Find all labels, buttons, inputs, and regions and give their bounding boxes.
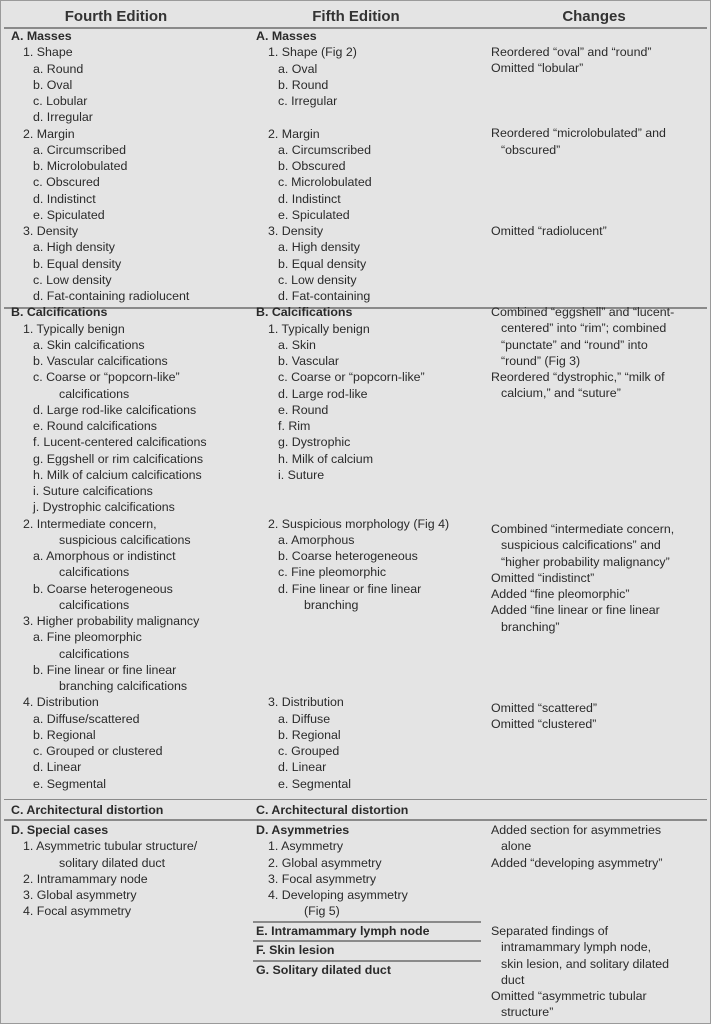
section-heading: G. Solitary dilated duct xyxy=(256,963,391,977)
list-item: b. Microlobulated xyxy=(33,159,128,173)
section-heading: D. Special cases xyxy=(11,823,109,837)
list-item: 1. Shape (Fig 2) xyxy=(268,45,357,60)
change-note: alone xyxy=(501,839,532,854)
change-note: suspicious calcifications” and xyxy=(501,538,661,553)
list-item: 2. Margin xyxy=(268,126,320,141)
list-item: e. Segmental xyxy=(33,776,107,791)
section-heading: D. Asymmetries xyxy=(256,823,350,837)
list-item: b. Fine linear or fine linear xyxy=(33,662,177,677)
list-item: b. Vascular calcifications xyxy=(33,354,168,368)
divider-calcifications xyxy=(4,799,707,800)
column-fifth-asymmetries xyxy=(256,822,408,920)
list-item: c. Irregular xyxy=(278,94,338,108)
section-heading: B. Calcifications xyxy=(256,305,353,320)
list-item: c. Lobular xyxy=(33,94,88,108)
list-item: b. Vascular xyxy=(278,354,340,368)
spacer xyxy=(491,109,674,125)
list-item: b. Coarse heterogeneous xyxy=(278,549,418,563)
spacer xyxy=(256,662,449,678)
spacer xyxy=(491,272,674,288)
change-note: Omitted “scattered” xyxy=(491,701,598,715)
change-note: calcium,” and “suture” xyxy=(501,386,621,401)
list-item: calcifications xyxy=(59,386,130,401)
change-note: “higher probability malignancy” xyxy=(501,554,670,569)
list-item: f. Lucent-centered calcifications xyxy=(33,435,207,450)
list-item: b. Obscured xyxy=(278,159,346,173)
change-note: Combined “eggshell” and “lucent- xyxy=(491,305,675,319)
spacer xyxy=(491,93,674,109)
spacer xyxy=(491,77,674,93)
list-item: c. Low density xyxy=(278,272,357,287)
list-item: 3. Focal asymmetry xyxy=(268,871,377,886)
list-item: e. Segmental xyxy=(278,776,352,791)
change-note: centered” into “rim”; combined xyxy=(501,321,667,336)
list-item: d. Indistinct xyxy=(33,191,96,206)
change-note: Added “developing asymmetry” xyxy=(491,855,663,870)
spacer xyxy=(256,613,449,629)
list-item: d. Fat-containing radiolucent xyxy=(33,289,190,303)
divider-fifth-e xyxy=(253,921,481,923)
spacer xyxy=(256,629,449,645)
list-item: d. Linear xyxy=(278,760,327,775)
list-item: c. Grouped xyxy=(278,744,340,758)
divider-fifth-f xyxy=(253,940,481,942)
list-item: 1. Asymmetric tubular structure/ xyxy=(23,839,198,854)
list-item: c. Fine pleomorphic xyxy=(278,565,387,580)
list-item: a. High density xyxy=(33,240,115,255)
header-fifth-edition: Fifth Edition xyxy=(312,8,400,25)
section-heading: A. Masses xyxy=(11,29,72,43)
list-item: 3. Distribution xyxy=(268,695,344,710)
list-item: d. Fat-containing xyxy=(278,289,371,303)
list-item: c. Coarse or “popcorn-like” xyxy=(278,370,425,385)
list-item: calcifications xyxy=(59,597,130,612)
change-note: intramammary lymph node, xyxy=(501,940,652,955)
list-item: calcifications xyxy=(59,565,130,580)
list-item: a. Diffuse/scattered xyxy=(33,711,140,726)
list-item: d. Linear xyxy=(33,760,82,775)
change-note: Added “fine linear or fine linear xyxy=(491,603,660,618)
list-item: 1. Typically benign xyxy=(23,321,125,336)
section-heading: C. Architectural distortion xyxy=(256,803,409,817)
list-item: a. Skin calcifications xyxy=(33,337,145,352)
section-heading: C. Architectural distortion xyxy=(11,803,164,817)
divider-fifth-g xyxy=(253,960,481,962)
change-note: Reordered “microlobulated” and xyxy=(491,126,666,141)
change-note: Omitted “indistinct” xyxy=(491,570,595,585)
list-item: b. Oval xyxy=(33,77,73,92)
column-changes-separated xyxy=(491,923,669,1021)
list-item: 4. Distribution xyxy=(23,695,99,710)
list-item: d. Large rod-like calcifications xyxy=(33,402,197,417)
divider-architectural xyxy=(4,819,707,821)
column-changes-suspicious xyxy=(491,521,674,635)
list-item: h. Milk of calcium xyxy=(278,451,374,466)
list-item: b. Equal density xyxy=(33,256,122,271)
header-fourth-edition: Fourth Edition xyxy=(64,8,168,25)
column-changes xyxy=(491,44,674,402)
list-item: b. Regional xyxy=(33,727,96,742)
list-item: d. Irregular xyxy=(33,110,93,125)
spacer xyxy=(491,190,674,206)
list-item: 3. Higher probability malignancy xyxy=(23,614,200,628)
spacer xyxy=(256,109,449,125)
list-item: i. Suture xyxy=(278,467,325,482)
list-item: branching xyxy=(304,597,359,612)
section-heading: F. Skin lesion xyxy=(256,943,335,957)
list-item: suspicious calcifications xyxy=(59,532,191,547)
list-item: e. Spiculated xyxy=(33,207,105,222)
list-item: (Fig 5) xyxy=(304,904,340,919)
change-note: Omitted “asymmetric tubular xyxy=(491,989,647,1003)
change-note: duct xyxy=(501,972,525,987)
change-note: Separated findings of xyxy=(491,924,609,938)
list-item: a. Circumscribed xyxy=(278,142,371,157)
list-item: 1. Shape xyxy=(23,45,73,60)
change-note: Combined “intermediate concern, xyxy=(491,522,675,536)
list-item: a. Amorphous or indistinct xyxy=(33,549,176,563)
change-note: Reordered “dystrophic,” “milk of xyxy=(491,370,665,384)
list-item: 2. Global asymmetry xyxy=(268,855,382,870)
list-item: a. High density xyxy=(278,240,360,255)
list-item: c. Microlobulated xyxy=(278,175,372,190)
list-item: 2. Suspicious morphology (Fig 4) xyxy=(268,516,450,531)
change-note: “round” (Fig 3) xyxy=(501,353,581,368)
change-note: Added “fine pleomorphic” xyxy=(491,587,630,601)
spacer xyxy=(256,483,449,499)
section-heading: E. Intramammary lymph node xyxy=(256,924,430,938)
change-note: structure” xyxy=(501,1005,554,1020)
list-item: c. Obscured xyxy=(33,175,100,190)
list-item: a. Circumscribed xyxy=(33,142,126,157)
change-note: skin lesion, and solitary dilated xyxy=(501,956,670,971)
change-note: Omitted “lobular” xyxy=(491,61,584,76)
spacer xyxy=(491,255,674,271)
spacer xyxy=(491,174,674,190)
list-item: i. Suture calcifications xyxy=(33,484,153,498)
list-item: 4. Developing asymmetry xyxy=(268,888,408,902)
list-item: 2. Margin xyxy=(23,126,75,141)
section-heading: B. Calcifications xyxy=(11,305,108,320)
column-fourth-special xyxy=(11,822,197,920)
spacer xyxy=(491,207,674,223)
list-item: g. Eggshell or rim calcifications xyxy=(33,451,204,466)
list-item: g. Dystrophic xyxy=(278,435,351,450)
list-item: b. Round xyxy=(278,77,329,92)
list-item: b. Regional xyxy=(278,727,341,742)
list-item: b. Coarse heterogeneous xyxy=(33,581,173,596)
list-item: 2. Intermediate concern, xyxy=(23,516,157,531)
spacer xyxy=(256,499,449,515)
column-changes-distribution xyxy=(491,700,597,733)
list-item: a. Oval xyxy=(278,61,318,76)
list-item: solitary dilated duct xyxy=(59,855,166,870)
list-item: h. Milk of calcium calcifications xyxy=(33,467,202,482)
list-item: 4. Focal asymmetry xyxy=(23,904,132,919)
list-item: 3. Density xyxy=(23,224,79,238)
list-item: c. Low density xyxy=(33,272,112,287)
list-item: a. Round xyxy=(33,61,84,76)
list-item: a. Diffuse xyxy=(278,711,331,726)
list-item: a. Skin xyxy=(278,337,316,352)
column-fourth-edition xyxy=(11,28,207,792)
column-changes-asymmetries xyxy=(491,822,663,871)
list-item: 1. Typically benign xyxy=(268,321,370,336)
spacer xyxy=(256,646,449,662)
section-heading: A. Masses xyxy=(256,29,317,43)
list-item: e. Spiculated xyxy=(278,207,350,222)
list-item: calcifications xyxy=(59,646,130,661)
list-item: d. Fine linear or fine linear xyxy=(278,581,422,596)
list-item: c. Coarse or “popcorn-like” xyxy=(33,370,180,385)
list-item: 3. Density xyxy=(268,224,324,238)
list-item: e. Round xyxy=(278,402,329,417)
list-item: 2. Intramammary node xyxy=(23,871,148,886)
change-note: Added section for asymmetries xyxy=(491,823,662,837)
change-note: Omitted “radiolucent” xyxy=(491,223,607,238)
list-item: f. Rim xyxy=(278,419,311,433)
list-item: branching calcifications xyxy=(59,679,188,693)
list-item: j. Dystrophic calcifications xyxy=(33,500,175,515)
list-item: a. Fine pleomorphic xyxy=(33,630,142,645)
fifth-architectural xyxy=(256,802,408,818)
header-changes: Changes xyxy=(562,8,626,25)
change-note: “obscured” xyxy=(501,142,561,157)
list-item: 1. Asymmetry xyxy=(268,839,344,854)
list-item: d. Indistinct xyxy=(278,191,341,206)
change-note: branching” xyxy=(501,619,560,634)
spacer xyxy=(491,158,674,174)
list-item: b. Equal density xyxy=(278,256,367,271)
list-item: e. Round calcifications xyxy=(33,419,157,433)
list-item: 3. Global asymmetry xyxy=(23,888,137,902)
fourth-architectural xyxy=(11,802,163,818)
column-fifth-edition xyxy=(256,28,449,792)
spacer xyxy=(491,288,674,304)
change-note: “punctate” and “round” into xyxy=(501,337,648,352)
change-note: Omitted “clustered” xyxy=(491,717,597,732)
change-note: Reordered “oval” and “round” xyxy=(491,45,652,59)
list-item: c. Grouped or clustered xyxy=(33,744,163,758)
spacer xyxy=(256,678,449,694)
spacer xyxy=(491,239,674,255)
list-item: d. Large rod-like xyxy=(278,386,368,401)
list-item: a. Amorphous xyxy=(278,532,355,547)
